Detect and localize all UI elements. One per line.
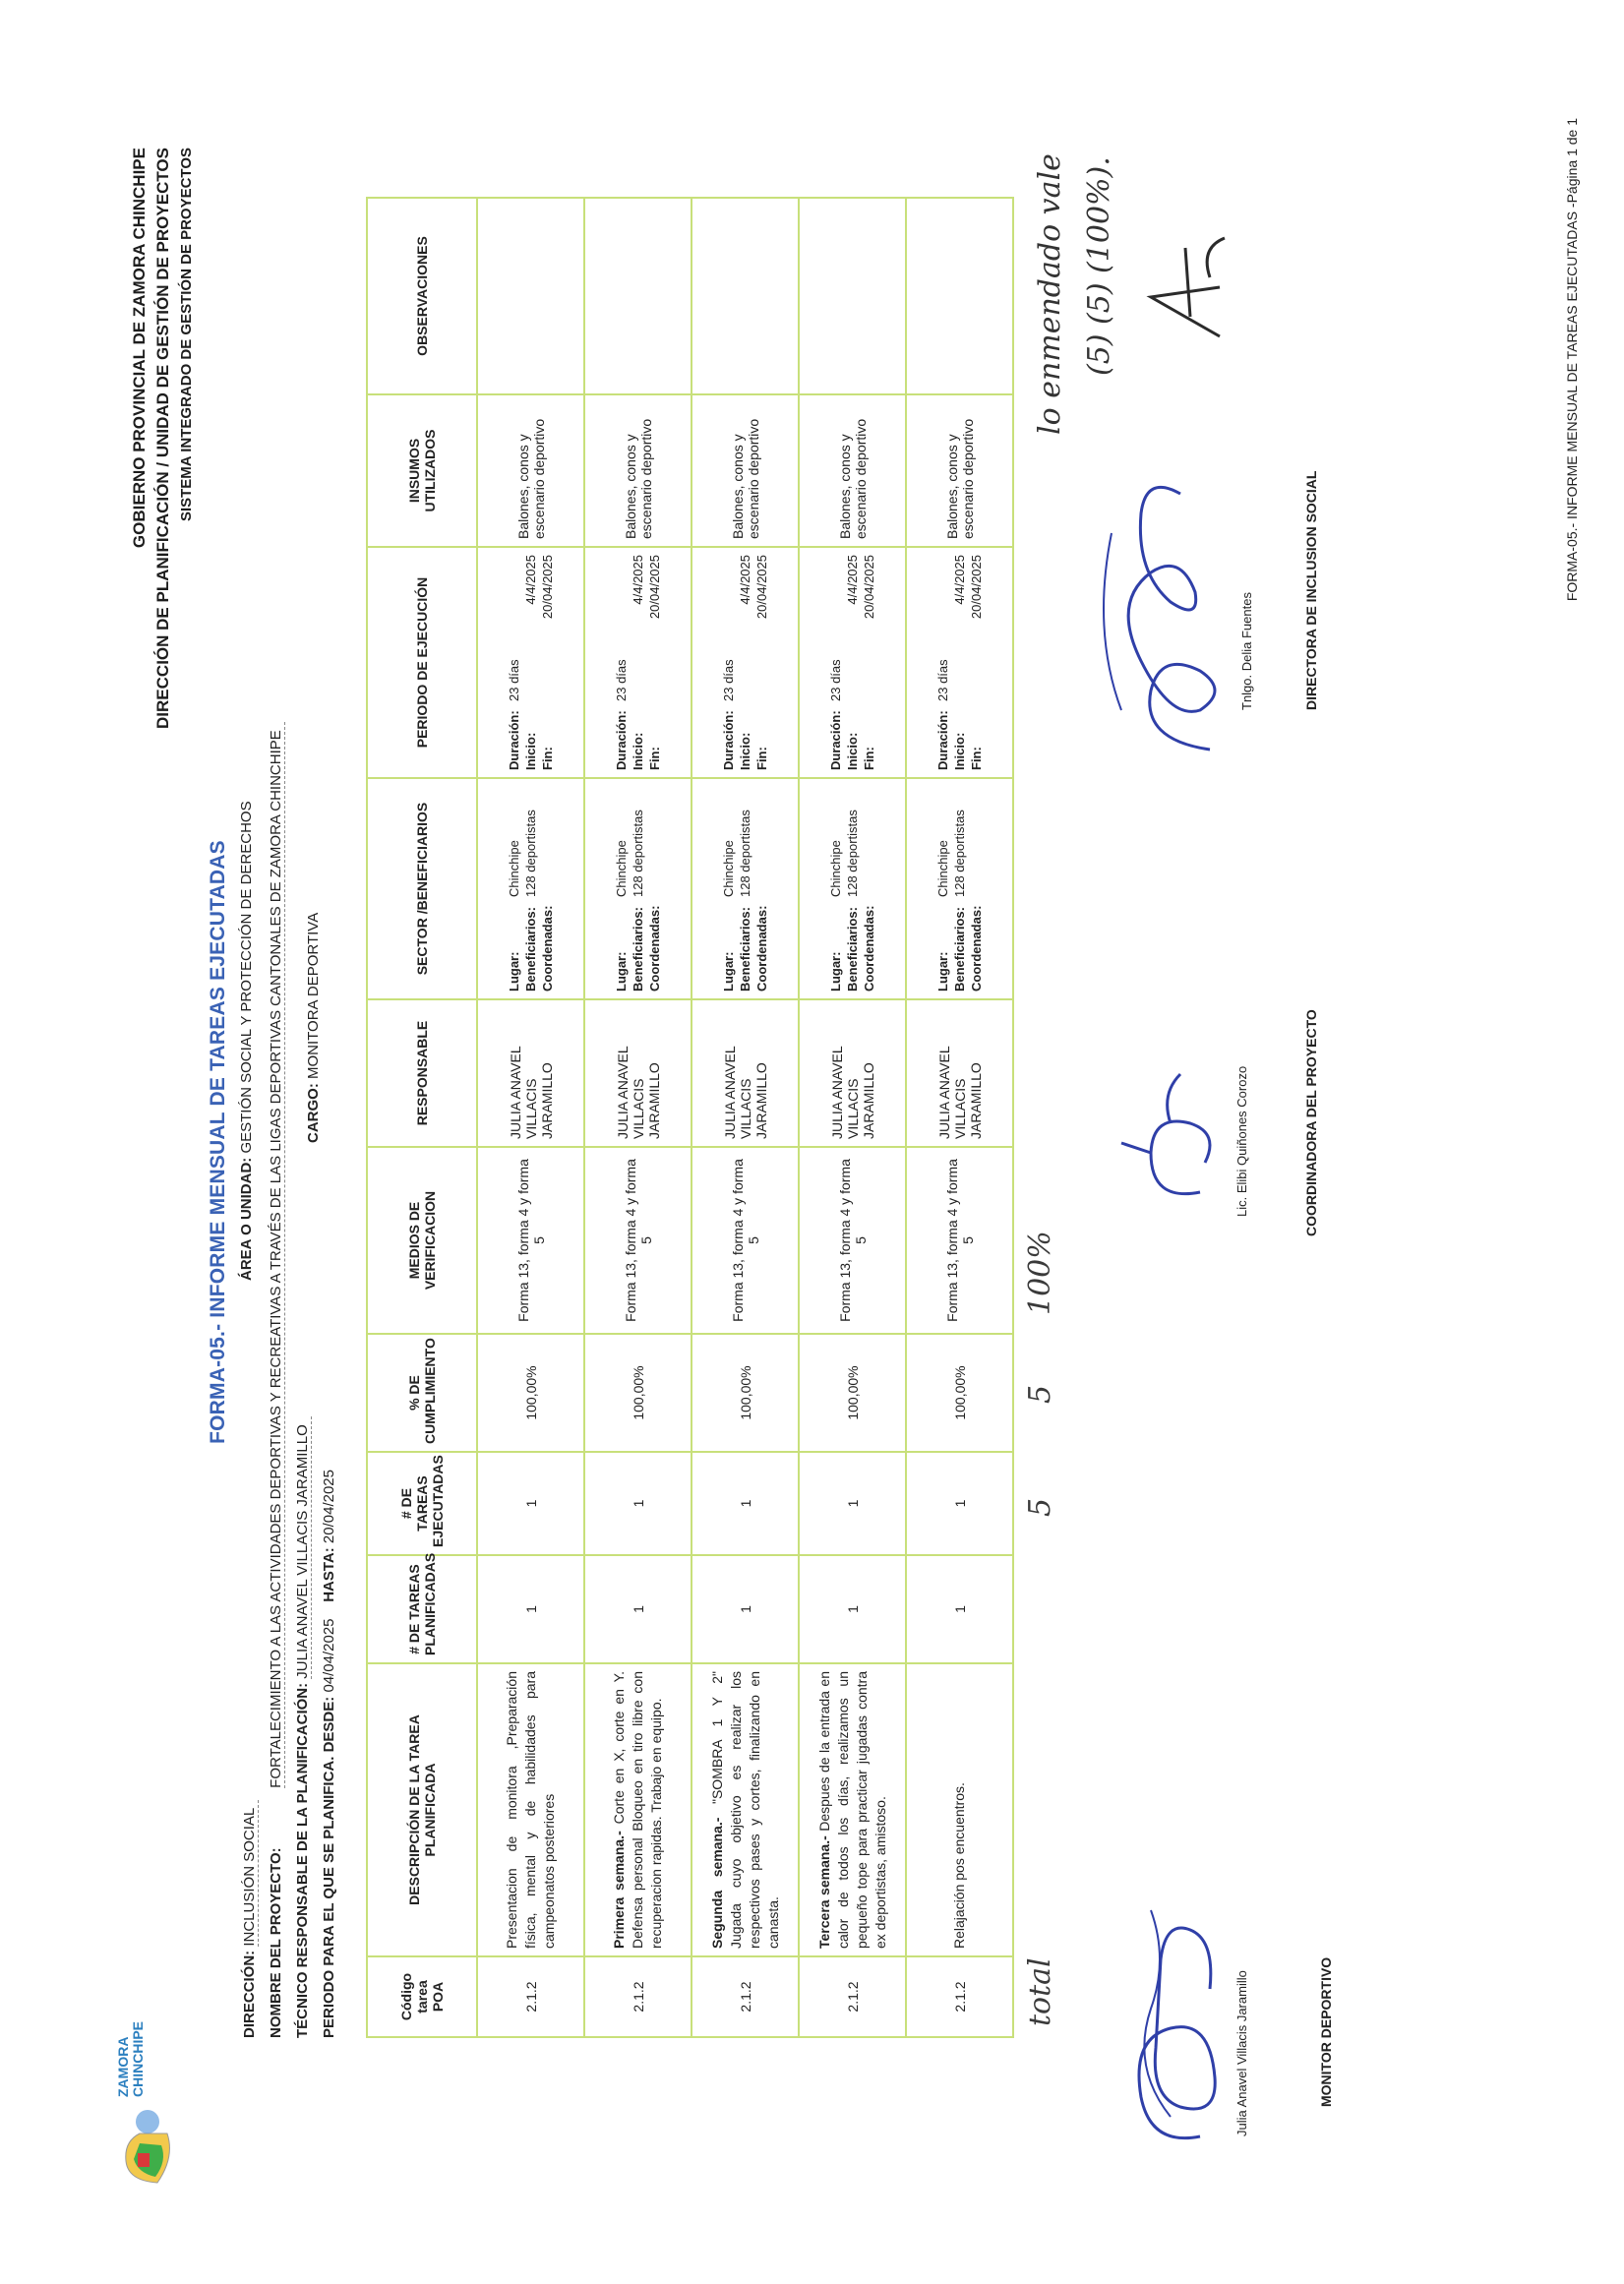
org-system: SISTEMA INTEGRADO DE GESTIÓN DE PROYECTOS — [178, 148, 195, 522]
area-value: GESTIÓN SOCIAL Y PROTECCIÓN DE DERECHOS — [238, 801, 255, 1154]
tasks-planned: 1 — [799, 1555, 906, 1663]
inicio-value: 4/4/2025 — [631, 555, 645, 605]
fin-label: Fin: — [862, 747, 876, 770]
task-code: 2.1.2 — [692, 1956, 799, 2037]
header-cell: PERIODO DE EJECUCIÓN — [367, 547, 477, 778]
duracion-value: 23 días — [614, 659, 629, 701]
tasks-planned: 1 — [584, 1555, 692, 1663]
coordenadas-value — [969, 786, 984, 897]
task-description-text: Corte en X, corte en Y. Defensa personal Bloqueo en tiro libre con recuperacion rapidas. Trabajo en equipo. — [611, 1671, 664, 1949]
monitor-name: Julia Anavel Villacis Jaramillo — [1234, 1970, 1249, 2136]
beneficiarios-label: Beneficiarios: — [952, 907, 967, 992]
task-description-text: Relajación pos encuentros. — [951, 1782, 967, 1949]
header-cell: DESCRIPCIÓN DE LA TAREA PLANIFICADA — [367, 1663, 477, 1956]
fin-label: Fin: — [540, 747, 555, 770]
task-description-lead: Tercera semana.- — [815, 1835, 832, 1949]
sector-beneficiaries — [584, 778, 692, 999]
inicio-value: 4/4/2025 — [738, 555, 752, 605]
form-title: FORMA-05.- INFORME MENSUAL DE TAREAS EJECUTADAS — [207, 840, 229, 1444]
coordenadas-label: Coordenadas: — [647, 905, 662, 992]
handwritten-note-line1: lo enmendado vale — [1033, 153, 1067, 435]
fin-label: Fin: — [754, 747, 769, 770]
beneficiarios-value: 128 deportistas — [523, 810, 538, 897]
logo-text — [116, 2021, 146, 2097]
desde-value: 04/04/2025 — [321, 1618, 337, 1693]
table-row — [584, 198, 692, 2037]
area-label: ÁREA O UNIDAD: — [238, 1157, 255, 1281]
responsible: JULIA ANAVEL VILLACIS JARAMILLO — [906, 999, 1013, 1147]
handwritten-total-pct: 100% — [1023, 1231, 1057, 1315]
task-description — [799, 1663, 906, 1956]
supplies-used: Balones, conos y escenario deportivo — [906, 394, 1013, 547]
completion-pct: 100,00% — [799, 1334, 906, 1452]
tasks-executed: 1 — [584, 1452, 692, 1555]
table-header-row — [367, 198, 477, 2037]
org-name: GOBIERNO PROVINCIAL DE ZAMORA CHINCHIPE — [130, 148, 149, 549]
task-code: 2.1.2 — [477, 1956, 584, 2037]
coordinator-name: Lic. Elibi Quiñones Corozo — [1234, 1065, 1249, 1217]
lugar-label: Lugar: — [614, 951, 629, 992]
inicio-value: 4/4/2025 — [523, 555, 538, 605]
tecnico-value: JULIA ANAVEL VILLACIS JARAMILLO — [294, 1416, 312, 1678]
duracion-value: 23 días — [507, 659, 521, 701]
header-cell: INSUMOS UTILIZADOS — [367, 394, 477, 547]
inicio-label: Inicio: — [845, 732, 860, 770]
direccion-label: DIRECCIÓN: — [241, 1950, 258, 2038]
fin-value: 20/04/2025 — [540, 555, 555, 620]
lugar-value: Chinchipe — [721, 840, 736, 897]
lugar-label: Lugar: — [828, 951, 843, 992]
monitor-role: MONITOR DEPORTIVO — [1318, 1956, 1334, 2107]
responsible: JULIA ANAVEL VILLACIS JARAMILLO — [799, 999, 906, 1147]
completion-pct: 100,00% — [906, 1334, 1013, 1452]
duracion-value: 23 días — [828, 659, 843, 701]
task-description — [584, 1663, 692, 1956]
supplies-used: Balones, conos y escenario deportivo — [584, 394, 692, 547]
observations — [906, 198, 1013, 394]
execution-period — [906, 547, 1013, 778]
tecnico-label: TÉCNICO RESPONSABLE DE LA PLANIFICACIÓN: — [294, 1682, 311, 2038]
task-description — [477, 1663, 584, 1956]
director-signature — [1082, 454, 1239, 769]
beneficiarios-value: 128 deportistas — [631, 810, 645, 897]
fin-value: 20/04/2025 — [969, 555, 984, 620]
sector-beneficiaries — [799, 778, 906, 999]
meta-area — [238, 801, 255, 1281]
coordenadas-value — [540, 786, 555, 897]
task-description-text: "SOMBRA 1 Y 2" Jugada cuyo objetivo es realizar los respectivos pases y cortes, finalizando en canasta. — [708, 1671, 781, 1949]
fin-label: Fin: — [969, 747, 984, 770]
duracion-label: Duración: — [721, 710, 736, 770]
lugar-value: Chinchipe — [614, 840, 629, 897]
header-cell: RESPONSABLE — [367, 999, 477, 1147]
task-description-lead: Segunda semana.- — [708, 1817, 725, 1949]
observations — [799, 198, 906, 394]
observations — [477, 198, 584, 394]
coordenadas-label: Coordenadas: — [754, 905, 769, 992]
duracion-label: Duración: — [614, 710, 629, 770]
task-description-text: Despues de la entrada en calor de todos los días, realizamos un pequeño tope para practicar jugadas contra ex deportistas, amistoso. — [815, 1671, 888, 1949]
inicio-label: Inicio: — [523, 732, 538, 770]
task-description-lead: Primera semana.- — [611, 1831, 627, 1949]
inicio-label: Inicio: — [631, 732, 645, 770]
tasks-planned: 1 — [692, 1555, 799, 1663]
lugar-label: Lugar: — [721, 951, 736, 992]
beneficiarios-label: Beneficiarios: — [845, 907, 860, 992]
beneficiarios-value: 128 deportistas — [738, 810, 752, 897]
coordenadas-value — [647, 786, 662, 897]
cargo-label: CARGO: — [305, 1083, 322, 1143]
supplies-used: Balones, conos y escenario deportivo — [799, 394, 906, 547]
header-cell: % DE CUMPLIMIENTO — [367, 1334, 477, 1452]
beneficiarios-label: Beneficiarios: — [738, 907, 752, 992]
direccion-value: INCLUSIÓN SOCIAL — [241, 1800, 259, 1947]
tasks-executed: 1 — [906, 1452, 1013, 1555]
coordinator-role: COORDINADORA DEL PROYECTO — [1303, 1009, 1319, 1236]
sector-beneficiaries — [906, 778, 1013, 999]
hasta-value: 20/04/2025 — [321, 1470, 337, 1544]
monitor-signature — [1112, 1900, 1239, 2156]
fin-value: 20/04/2025 — [647, 555, 662, 620]
lugar-value: Chinchipe — [507, 840, 521, 897]
coordenadas-label: Coordenadas: — [969, 905, 984, 992]
inicio-label: Inicio: — [738, 732, 752, 770]
coordinator-signature — [1112, 1064, 1230, 1222]
fin-value: 20/04/2025 — [862, 555, 876, 620]
cargo-value: MONITORA DEPORTIVA — [305, 912, 322, 1079]
verification-means: Forma 13, forma 4 y forma 5 — [906, 1147, 1013, 1334]
task-description — [906, 1663, 1013, 1956]
coordenadas-label: Coordenadas: — [862, 905, 876, 992]
meta-proyecto — [263, 722, 289, 2038]
handwritten-total-executed: 5 — [1023, 1384, 1057, 1404]
duracion-value: 23 días — [721, 659, 736, 701]
tasks-executed: 1 — [799, 1452, 906, 1555]
tasks-executed: 1 — [692, 1452, 799, 1555]
desde-label: DESDE: — [321, 1696, 337, 1753]
execution-period — [692, 547, 799, 778]
execution-period — [584, 547, 692, 778]
proyecto-value: FORTALECIMIENTO A LAS ACTIVIDADES DEPORTIVAS Y RECREATIVAS A TRAVÉS DE LAS LIGAS DEPORTIVAS CANTONALES DE ZAMORA CHINCHIPE — [268, 722, 285, 1788]
table-row — [799, 198, 906, 2037]
observations — [692, 198, 799, 394]
inicio-value: 4/4/2025 — [952, 555, 967, 605]
sector-beneficiaries — [477, 778, 584, 999]
task-code: 2.1.2 — [906, 1956, 1013, 2037]
inicio-value: 4/4/2025 — [845, 555, 860, 605]
supplies-used: Balones, conos y escenario deportivo — [692, 394, 799, 547]
beneficiarios-label: Beneficiarios: — [523, 907, 538, 992]
logo-word-2: CHINCHIPE — [130, 2020, 146, 2097]
verification-means: Forma 13, forma 4 y forma 5 — [584, 1147, 692, 1334]
handwritten-total-planned: 5 — [1023, 1497, 1057, 1517]
verification-means: Forma 13, forma 4 y forma 5 — [799, 1147, 906, 1334]
lugar-value: Chinchipe — [935, 840, 950, 897]
responsible: JULIA ANAVEL VILLACIS JARAMILLO — [584, 999, 692, 1147]
page-footer: FORMA-05.- INFORME MENSUAL DE TAREAS EJECUTADAS -Página 1 de 1 — [1564, 118, 1580, 602]
proyecto-label: NOMBRE DEL PROYECTO: — [268, 1847, 284, 2038]
inicio-label: Inicio: — [952, 732, 967, 770]
tasks-executed: 1 — [477, 1452, 584, 1555]
fin-value: 20/04/2025 — [754, 555, 769, 620]
execution-period — [799, 547, 906, 778]
periodo-label: PERIODO PARA EL QUE SE PLANIFICA. — [321, 1756, 337, 2038]
handwritten-total-label: total — [1023, 1957, 1057, 2026]
completion-pct: 100,00% — [477, 1334, 584, 1452]
header-cell: # DE TAREAS EJECUTADAS — [367, 1452, 477, 1555]
header-cell: Código tarea POA — [367, 1956, 477, 2037]
task-description — [692, 1663, 799, 1956]
task-description-text: Presentacion de monitora ,Preparación física, mental y de habilidades para campeonatos posteriores — [504, 1671, 557, 1949]
lugar-label: Lugar: — [935, 951, 950, 992]
tasks-table — [366, 197, 1014, 2038]
director-name: Tnlgo. Delia Fuentes — [1239, 592, 1254, 710]
task-code: 2.1.2 — [799, 1956, 906, 2037]
org-header — [128, 148, 199, 729]
header-cell: SECTOR /BENEFICIARIOS — [367, 778, 477, 999]
beneficiarios-value: 128 deportistas — [845, 810, 860, 897]
duracion-label: Duración: — [828, 710, 843, 770]
tasks-planned: 1 — [906, 1555, 1013, 1663]
coordenadas-label: Coordenadas: — [540, 905, 555, 992]
approval-initials — [1131, 218, 1239, 356]
province-logo — [118, 2104, 177, 2191]
coordenadas-value — [862, 786, 876, 897]
handwritten-note-line2: (5) (5) (100%). — [1082, 156, 1116, 376]
tasks-planned: 1 — [477, 1555, 584, 1663]
header-cell: MEDIOS DE VERIFICACION — [367, 1147, 477, 1334]
beneficiarios-label: Beneficiarios: — [631, 907, 645, 992]
header-cell: OBSERVACIONES — [367, 198, 477, 394]
sector-beneficiaries — [692, 778, 799, 999]
table-row — [906, 198, 1013, 2037]
completion-pct: 100,00% — [692, 1334, 799, 1452]
verification-means: Forma 13, forma 4 y forma 5 — [692, 1147, 799, 1334]
responsible: JULIA ANAVEL VILLACIS JARAMILLO — [477, 999, 584, 1147]
supplies-used: Balones, conos y escenario deportivo — [477, 394, 584, 547]
execution-period — [477, 547, 584, 778]
observations — [584, 198, 692, 394]
header-cell: # DE TAREAS PLANIFICADAS — [367, 1555, 477, 1663]
org-direction: DIRECCIÓN DE PLANIFICACIÓN / UNIDAD DE GESTIÓN DE PROYECTOS — [153, 148, 172, 729]
lugar-value: Chinchipe — [828, 840, 843, 897]
table-row — [477, 198, 584, 2037]
table-row — [692, 198, 799, 2037]
beneficiarios-value: 128 deportistas — [952, 810, 967, 897]
duracion-value: 23 días — [935, 659, 950, 701]
coordenadas-value — [754, 786, 769, 897]
meta-cargo — [305, 913, 322, 1143]
lugar-label: Lugar: — [507, 951, 521, 992]
duracion-label: Duración: — [935, 710, 950, 770]
task-code: 2.1.2 — [584, 1956, 692, 2037]
director-role: DIRECTORA DE INCLUSION SOCIAL — [1303, 470, 1319, 710]
logo-word-1: ZAMORA — [115, 2036, 131, 2097]
completion-pct: 100,00% — [584, 1334, 692, 1452]
verification-means: Forma 13, forma 4 y forma 5 — [477, 1147, 584, 1334]
hasta-label: HASTA: — [321, 1547, 337, 1602]
duracion-label: Duración: — [507, 710, 521, 770]
fin-label: Fin: — [647, 747, 662, 770]
responsible: JULIA ANAVEL VILLACIS JARAMILLO — [692, 999, 799, 1147]
